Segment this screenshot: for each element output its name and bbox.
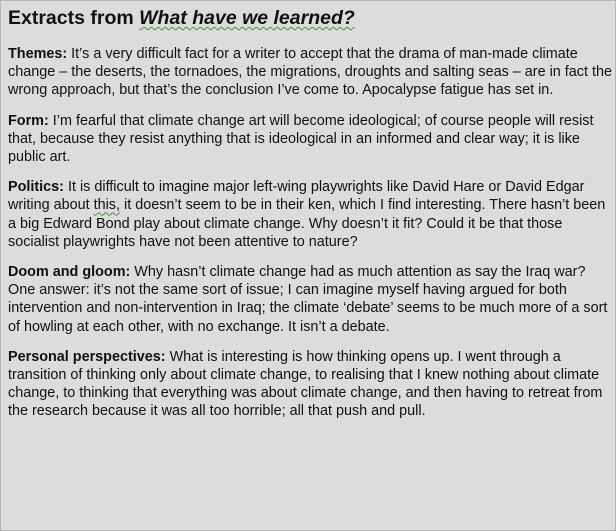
title-italic: What have we learned? (139, 7, 355, 29)
extracts-body (8, 45, 614, 433)
paragraph-form (8, 112, 614, 167)
paragraph-text: I’m fearful that climate change art will become ideological; of course people will resist that, because they resist anything that is ideological in an informed and clear way; it is like public art. (8, 112, 594, 166)
paragraph-text-after: it doesn’t seem to be in their ken, which I find interesting. There hasn’t been a big Edward Bond play about climate change. Why doesn’t it fit? Could it be that those socialist playwrights have not been attentive to nature? (8, 197, 606, 250)
paragraph-label: Form: (8, 112, 49, 129)
paragraph-text: Why hasn’t climate change had as much attention as say the Iraq war? One answer: it’s not the same sort of issue; I can imagine myself having argued for both intervention and non-intervention in Iraq; the climate ‘debate’ seems to be much more of a sort of howling at each other, with no exchange. It isn’t a debate. (8, 264, 608, 335)
title-prefix: Extracts from (8, 7, 140, 29)
paragraph-text-before: It is difficult to imagine major left-wing playwrights like David Hare or David Edgar writing about (8, 179, 585, 214)
paragraph-label: Personal perspectives: (8, 348, 166, 365)
paragraph-label: Themes: (8, 46, 68, 62)
paragraph-text: What is interesting is how thinking opens up. I went through a transition of thinking only about climate change, to realising that I knew nothing about climate change, to thinking that everything was about climate change, and then having to retreat from the research because it was all too horrible; all that push and pull. (8, 348, 603, 420)
paragraph-politics (8, 178, 614, 251)
paragraph-personal-perspectives (8, 348, 614, 421)
page-title (8, 5, 355, 31)
paragraph-doom-and-gloom (8, 263, 614, 336)
paragraph-label: Politics: (8, 179, 64, 196)
paragraph-themes (8, 45, 614, 100)
paragraph-text-squiggle: this, (93, 197, 120, 214)
paragraph-text: It’s a very difficult fact for a writer to accept that the drama of man-made climate change – the deserts, the tornadoes, the migrations, droughts and salting seas – are in fact the wrong approach, but that’s the conclusion I’ve come to. Apocalypse fatigue has set in. (8, 46, 612, 99)
paragraph-label: Doom and gloom: (8, 264, 131, 281)
